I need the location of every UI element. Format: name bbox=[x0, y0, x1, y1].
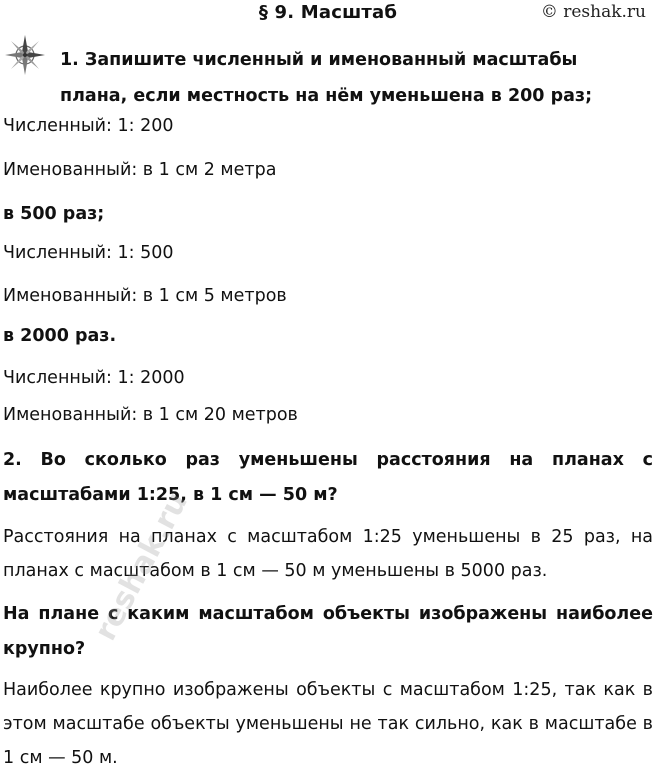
watermark: reshak.ru bbox=[88, 486, 196, 647]
task1-question: 1. Запишите численный и именованный масштабы плана, если местность на нём уменьшена в 200 раз; bbox=[60, 50, 593, 106]
copyright-text: © reshak.ru bbox=[540, 2, 646, 22]
page-title: § 9. Масштаб bbox=[258, 2, 398, 23]
task2-question: 2. Во сколько раз уменьшены расстояния на планах с масштабами 1:25, в 1 см — 50 м? bbox=[3, 450, 653, 505]
heading-2000: в 2000 раз. bbox=[3, 326, 117, 346]
heading-500: в 500 раз; bbox=[3, 204, 105, 224]
named-scale-500: Именованный: в 1 см 5 метров bbox=[3, 286, 287, 306]
task2-answer2: Наиболее крупно изображены объекты с масштабом 1:25, так как в этом масштабе объекты уменьшены не так сильно, как в масштабе в 1 см — 50 м. bbox=[3, 680, 653, 768]
named-scale-200: Именованный: в 1 см 2 метра bbox=[3, 160, 277, 180]
numeric-scale-500: Численный: 1: 500 bbox=[3, 243, 174, 263]
task2-question2: На плане с каким масштабом объекты изображены наиболее крупно? bbox=[3, 604, 653, 659]
task2-answer: Расстояния на планах с масштабом 1:25 уменьшены в 25 раз, на планах с масштабом в 1 см — 50 м уменьшены в 5000 раз. bbox=[3, 527, 653, 581]
named-scale-2000: Именованный: в 1 см 20 метров bbox=[3, 405, 298, 425]
numeric-scale-200: Численный: 1: 200 bbox=[3, 116, 174, 136]
compass-rose-icon bbox=[4, 34, 46, 76]
numeric-scale-2000: Численный: 1: 2000 bbox=[3, 368, 185, 388]
